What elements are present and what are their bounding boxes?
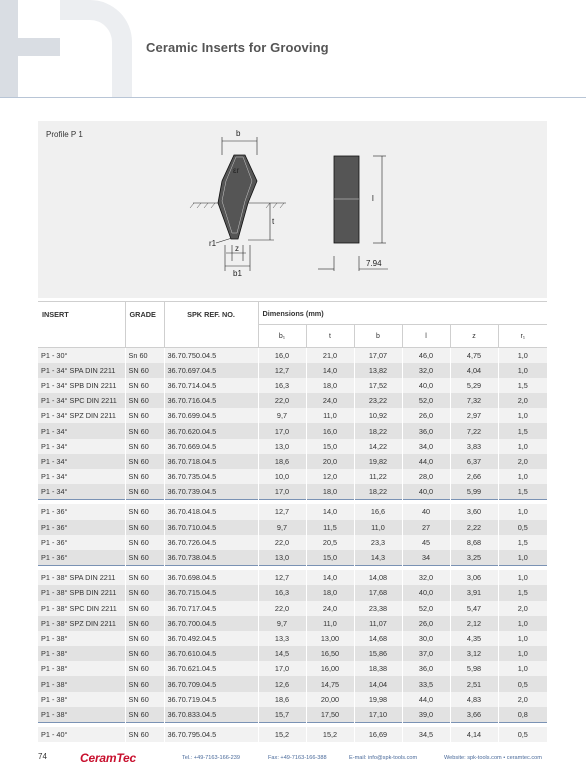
cell-r1: 1,0 <box>498 550 547 565</box>
table-row <box>38 504 547 519</box>
cell-grade: SN 60 <box>125 727 164 742</box>
cell-z: 3,60 <box>450 504 498 519</box>
cell-insert: P1 - 38° <box>38 631 125 646</box>
cell-z: 4,14 <box>450 727 498 742</box>
cell-l: 33,5 <box>402 676 450 691</box>
cell-ref: 36.70.709.04.5 <box>164 676 258 691</box>
cell-l: 52,0 <box>402 393 450 408</box>
column-header-l: l <box>402 325 450 348</box>
cell-b: 14,04 <box>354 676 402 691</box>
cell-ref: 36.70.738.04.5 <box>164 550 258 565</box>
cell-b1: 12,7 <box>258 363 306 378</box>
table-row <box>38 661 547 676</box>
cell-insert: P1 - 34° <box>38 439 125 454</box>
cell-z: 4,35 <box>450 631 498 646</box>
cell-z: 4,83 <box>450 692 498 707</box>
cell-grade: SN 60 <box>125 616 164 631</box>
cell-l: 26,0 <box>402 616 450 631</box>
cell-b1: 12,7 <box>258 570 306 585</box>
cell-z: 2,12 <box>450 616 498 631</box>
table-row <box>38 692 547 707</box>
cell-l: 44,0 <box>402 454 450 469</box>
cell-z: 8,68 <box>450 535 498 550</box>
table-row <box>38 707 547 722</box>
table-row <box>38 439 547 454</box>
cell-t: 15,0 <box>306 550 354 565</box>
table-row <box>38 570 547 585</box>
column-header-grade: GRADE <box>125 302 164 348</box>
cell-l: 44,0 <box>402 692 450 707</box>
cell-b1: 17,0 <box>258 661 306 676</box>
cell-grade: SN 60 <box>125 535 164 550</box>
cell-t: 14,0 <box>306 363 354 378</box>
cell-z: 4,04 <box>450 363 498 378</box>
table-body <box>38 348 547 743</box>
cell-ref: 36.70.697.04.5 <box>164 363 258 378</box>
cell-z: 2,51 <box>450 676 498 691</box>
cell-t: 11,5 <box>306 520 354 535</box>
cell-grade: SN 60 <box>125 378 164 393</box>
cell-b: 23,22 <box>354 393 402 408</box>
table-row <box>38 616 547 631</box>
cell-b: 15,86 <box>354 646 402 661</box>
cell-r1: 1,0 <box>498 631 547 646</box>
cell-b1: 10,0 <box>258 469 306 484</box>
cell-b1: 22,0 <box>258 601 306 616</box>
cell-insert: P1 - 38° <box>38 707 125 722</box>
cell-insert: P1 - 34° <box>38 423 125 438</box>
cell-insert: P1 - 36° <box>38 535 125 550</box>
cell-b: 11,0 <box>354 520 402 535</box>
cell-insert: P1 - 34° SPC DIN 2211 <box>38 393 125 408</box>
cell-insert: P1 - 34° SPZ DIN 2211 <box>38 408 125 423</box>
cell-t: 15,0 <box>306 439 354 454</box>
cell-z: 2,66 <box>450 469 498 484</box>
cell-b1: 9,7 <box>258 520 306 535</box>
table-row <box>38 454 547 469</box>
cell-insert: P1 - 34° <box>38 469 125 484</box>
label-b1: b1 <box>233 269 242 278</box>
cell-r1: 2,0 <box>498 454 547 469</box>
cell-t: 13,00 <box>306 631 354 646</box>
cell-b: 17,07 <box>354 348 402 363</box>
cell-insert: P1 - 36° <box>38 504 125 519</box>
column-header-r1: r₁ <box>498 325 547 348</box>
label-b: b <box>236 129 241 138</box>
column-header-z: z <box>450 325 498 348</box>
cell-ref: 36.70.716.04.5 <box>164 393 258 408</box>
page-title: Ceramic Inserts for Grooving <box>146 40 329 55</box>
cell-ref: 36.70.719.04.5 <box>164 692 258 707</box>
cell-l: 30,0 <box>402 631 450 646</box>
cell-z: 5,99 <box>450 484 498 499</box>
cell-t: 24,0 <box>306 601 354 616</box>
cell-b1: 9,7 <box>258 408 306 423</box>
cell-t: 20,5 <box>306 535 354 550</box>
cell-ref: 36.70.620.04.5 <box>164 423 258 438</box>
cell-ref: 36.70.726.04.5 <box>164 535 258 550</box>
cell-grade: SN 60 <box>125 631 164 646</box>
cell-t: 16,00 <box>306 661 354 676</box>
cell-z: 3,06 <box>450 570 498 585</box>
cell-b: 16,6 <box>354 504 402 519</box>
cell-r1: 2,0 <box>498 393 547 408</box>
cell-r1: 1,5 <box>498 378 547 393</box>
cell-r1: 0,8 <box>498 707 547 722</box>
cell-grade: SN 60 <box>125 661 164 676</box>
cell-t: 14,0 <box>306 504 354 519</box>
table-row <box>38 408 547 423</box>
cell-t: 18,0 <box>306 378 354 393</box>
cell-grade: SN 60 <box>125 504 164 519</box>
cell-r1: 1,5 <box>498 484 547 499</box>
cell-ref: 36.70.795.04.5 <box>164 727 258 742</box>
cell-b1: 16,3 <box>258 585 306 600</box>
cell-l: 39,0 <box>402 707 450 722</box>
cell-t: 12,0 <box>306 469 354 484</box>
cell-ref: 36.70.714.04.5 <box>164 378 258 393</box>
cell-b: 11,07 <box>354 616 402 631</box>
cell-grade: SN 60 <box>125 439 164 454</box>
cell-ref: 36.70.735.04.5 <box>164 469 258 484</box>
cell-ref: 36.70.698.04.5 <box>164 570 258 585</box>
column-header-t: t <box>306 325 354 348</box>
cell-grade: SN 60 <box>125 408 164 423</box>
cell-grade: SN 60 <box>125 601 164 616</box>
cell-z: 3,25 <box>450 550 498 565</box>
cell-b1: 22,0 <box>258 535 306 550</box>
cell-r1: 1,0 <box>498 616 547 631</box>
cell-z: 7,32 <box>450 393 498 408</box>
cell-grade: SN 60 <box>125 676 164 691</box>
corner-logo-mark <box>0 0 140 98</box>
cell-ref: 36.70.750.04.5 <box>164 348 258 363</box>
table-row <box>38 646 547 661</box>
cell-b: 19,82 <box>354 454 402 469</box>
inserts-table <box>38 301 547 742</box>
cell-insert: P1 - 36° <box>38 550 125 565</box>
cell-insert: P1 - 38° <box>38 692 125 707</box>
cell-ref: 36.70.610.04.5 <box>164 646 258 661</box>
cell-grade: SN 60 <box>125 363 164 378</box>
cell-l: 32,0 <box>402 363 450 378</box>
cell-t: 18,0 <box>306 585 354 600</box>
cell-l: 40,0 <box>402 378 450 393</box>
cell-b: 17,52 <box>354 378 402 393</box>
table-row <box>38 585 547 600</box>
cell-b: 14,08 <box>354 570 402 585</box>
cell-grade: SN 60 <box>125 707 164 722</box>
cell-z: 4,75 <box>450 348 498 363</box>
column-header-insert: INSERT <box>38 302 125 348</box>
cell-insert: P1 - 38° SPZ DIN 2211 <box>38 616 125 631</box>
footer-email[interactable]: E-mail: info@spk-tools.com <box>349 755 418 761</box>
cell-r1: 1,5 <box>498 585 547 600</box>
cell-z: 3,12 <box>450 646 498 661</box>
header-divider <box>0 97 586 98</box>
table-row <box>38 550 547 565</box>
cell-r1: 1,0 <box>498 570 547 585</box>
footer-phone: Tel.: +49-7163-166-239 <box>182 755 240 761</box>
footer-fax: Fax: +49-7163-166-388 <box>268 755 327 761</box>
cell-b: 13,82 <box>354 363 402 378</box>
cell-l: 52,0 <box>402 601 450 616</box>
table-row <box>38 423 547 438</box>
cell-t: 14,0 <box>306 570 354 585</box>
cell-l: 40 <box>402 504 450 519</box>
footer-website[interactable]: Website: spk-tools.com • ceramtec.com <box>444 755 542 761</box>
cell-r1: 1,5 <box>498 535 547 550</box>
cell-z: 2,22 <box>450 520 498 535</box>
brand-logo: CeramTec <box>80 751 136 765</box>
cell-b: 18,38 <box>354 661 402 676</box>
cell-b: 14,22 <box>354 439 402 454</box>
cell-b: 19,98 <box>354 692 402 707</box>
cell-r1: 0,5 <box>498 520 547 535</box>
cell-t: 20,0 <box>306 454 354 469</box>
cell-t: 11,0 <box>306 616 354 631</box>
cell-grade: SN 60 <box>125 550 164 565</box>
cell-b1: 16,3 <box>258 378 306 393</box>
cell-insert: P1 - 40° <box>38 727 125 742</box>
cell-l: 34 <box>402 550 450 565</box>
cell-r1: 2,0 <box>498 601 547 616</box>
cell-insert: P1 - 36° <box>38 520 125 535</box>
cell-grade: SN 60 <box>125 484 164 499</box>
cell-r1: 1,0 <box>498 469 547 484</box>
cell-insert: P1 - 38° <box>38 661 125 676</box>
cell-r1: 1,0 <box>498 646 547 661</box>
cell-z: 3,66 <box>450 707 498 722</box>
cell-r1: 0,5 <box>498 676 547 691</box>
cell-l: 36,0 <box>402 423 450 438</box>
cell-l: 34,5 <box>402 727 450 742</box>
cell-l: 26,0 <box>402 408 450 423</box>
cell-grade: SN 60 <box>125 520 164 535</box>
cell-ref: 36.70.739.04.5 <box>164 484 258 499</box>
cell-l: 36,0 <box>402 661 450 676</box>
cell-grade: SN 60 <box>125 692 164 707</box>
cell-t: 14,75 <box>306 676 354 691</box>
cell-grade: SN 60 <box>125 393 164 408</box>
cell-ref: 36.70.717.04.5 <box>164 601 258 616</box>
cell-t: 24,0 <box>306 393 354 408</box>
cell-ref: 36.70.710.04.5 <box>164 520 258 535</box>
cell-ref: 36.70.492.04.5 <box>164 631 258 646</box>
cell-b: 23,3 <box>354 535 402 550</box>
cell-r1: 1,0 <box>498 439 547 454</box>
cell-t: 20,00 <box>306 692 354 707</box>
cell-insert: P1 - 30° <box>38 348 125 363</box>
cell-insert: P1 - 38° <box>38 646 125 661</box>
cell-insert: P1 - 34° <box>38 454 125 469</box>
label-l: l <box>372 194 374 203</box>
cell-z: 6,37 <box>450 454 498 469</box>
cell-insert: P1 - 34° SPB DIN 2211 <box>38 378 125 393</box>
table-row <box>38 484 547 499</box>
cell-z: 7,22 <box>450 423 498 438</box>
table-row <box>38 601 547 616</box>
cell-b1: 22,0 <box>258 393 306 408</box>
cell-b: 14,68 <box>354 631 402 646</box>
label-epsilon: εr <box>233 166 240 175</box>
cell-r1: 1,0 <box>498 504 547 519</box>
label-thickness: 7.94 <box>366 259 382 268</box>
cell-ref: 36.70.621.04.5 <box>164 661 258 676</box>
cell-ref: 36.70.718.04.5 <box>164 454 258 469</box>
cell-l: 32,0 <box>402 570 450 585</box>
cell-l: 27 <box>402 520 450 535</box>
table-row <box>38 348 547 363</box>
cell-b: 17,68 <box>354 585 402 600</box>
cell-b: 23,38 <box>354 601 402 616</box>
cell-r1: 1,5 <box>498 423 547 438</box>
label-r1: r1 <box>209 239 217 248</box>
cell-b1: 12,7 <box>258 504 306 519</box>
cell-z: 2,97 <box>450 408 498 423</box>
cell-b: 17,10 <box>354 707 402 722</box>
cell-l: 28,0 <box>402 469 450 484</box>
cell-ref: 36.70.699.04.5 <box>164 408 258 423</box>
column-header-b1: b₁ <box>258 325 306 348</box>
cell-z: 3,83 <box>450 439 498 454</box>
cell-t: 15,2 <box>306 727 354 742</box>
cell-ref: 36.70.418.04.5 <box>164 504 258 519</box>
column-header-dimensions: Dimensions (mm) <box>258 302 547 325</box>
cell-grade: Sn 60 <box>125 348 164 363</box>
cell-insert: P1 - 38° SPA DIN 2211 <box>38 570 125 585</box>
cell-t: 17,50 <box>306 707 354 722</box>
cell-grade: SN 60 <box>125 570 164 585</box>
cell-b1: 14,5 <box>258 646 306 661</box>
cell-t: 18,0 <box>306 484 354 499</box>
label-t: t <box>272 217 275 226</box>
cell-grade: SN 60 <box>125 454 164 469</box>
table-row <box>38 676 547 691</box>
cell-b: 18,22 <box>354 484 402 499</box>
cell-l: 46,0 <box>402 348 450 363</box>
cell-r1: 1,0 <box>498 348 547 363</box>
cell-ref: 36.70.833.04.5 <box>164 707 258 722</box>
cell-ref: 36.70.715.04.5 <box>164 585 258 600</box>
cell-b: 11,22 <box>354 469 402 484</box>
cell-t: 16,50 <box>306 646 354 661</box>
cell-r1: 1,0 <box>498 408 547 423</box>
cell-b: 14,3 <box>354 550 402 565</box>
cell-insert: P1 - 34° <box>38 484 125 499</box>
cell-t: 16,0 <box>306 423 354 438</box>
table-row <box>38 469 547 484</box>
cell-b1: 15,2 <box>258 727 306 742</box>
inserts-table-container <box>38 301 547 742</box>
cell-r1: 2,0 <box>498 692 547 707</box>
cell-l: 40,0 <box>402 484 450 499</box>
column-header-ref: SPK REF. NO. <box>164 302 258 348</box>
cell-b1: 13,0 <box>258 550 306 565</box>
profile-drawing-panel <box>38 121 547 298</box>
cell-l: 45 <box>402 535 450 550</box>
cell-b1: 12,6 <box>258 676 306 691</box>
cell-b1: 17,0 <box>258 484 306 499</box>
cell-insert: P1 - 34° SPA DIN 2211 <box>38 363 125 378</box>
cell-b1: 18,6 <box>258 454 306 469</box>
insert-profile-drawing <box>38 121 547 298</box>
profile-label: Profile P 1 <box>46 130 83 139</box>
cell-t: 11,0 <box>306 408 354 423</box>
cell-b1: 17,0 <box>258 423 306 438</box>
cell-insert: P1 - 38° <box>38 676 125 691</box>
table-row <box>38 535 547 550</box>
cell-z: 3,91 <box>450 585 498 600</box>
cell-b1: 9,7 <box>258 616 306 631</box>
cell-t: 21,0 <box>306 348 354 363</box>
cell-grade: SN 60 <box>125 646 164 661</box>
cell-b: 10,92 <box>354 408 402 423</box>
page-number: 74 <box>38 752 47 761</box>
table-row <box>38 727 547 742</box>
cell-ref: 36.70.700.04.5 <box>164 616 258 631</box>
cell-r1: 1,0 <box>498 363 547 378</box>
table-row <box>38 363 547 378</box>
cell-r1: 1,0 <box>498 661 547 676</box>
cell-z: 5,98 <box>450 661 498 676</box>
cell-b: 16,69 <box>354 727 402 742</box>
cell-insert: P1 - 38° SPC DIN 2211 <box>38 601 125 616</box>
cell-grade: SN 60 <box>125 585 164 600</box>
cell-z: 5,47 <box>450 601 498 616</box>
cell-insert: P1 - 38° SPB DIN 2211 <box>38 585 125 600</box>
cell-b1: 16,0 <box>258 348 306 363</box>
table-row <box>38 631 547 646</box>
cell-r1: 0,5 <box>498 727 547 742</box>
cell-b1: 13,3 <box>258 631 306 646</box>
cell-grade: SN 60 <box>125 469 164 484</box>
page-footer <box>38 751 547 765</box>
cell-z: 5,29 <box>450 378 498 393</box>
cell-b1: 13,0 <box>258 439 306 454</box>
cell-b1: 15,7 <box>258 707 306 722</box>
cell-l: 37,0 <box>402 646 450 661</box>
table-row <box>38 520 547 535</box>
table-row <box>38 393 547 408</box>
cell-l: 40,0 <box>402 585 450 600</box>
cell-ref: 36.70.669.04.5 <box>164 439 258 454</box>
cell-b: 18,22 <box>354 423 402 438</box>
cell-b1: 18,6 <box>258 692 306 707</box>
label-z: z <box>235 244 239 253</box>
cell-l: 34,0 <box>402 439 450 454</box>
cell-grade: SN 60 <box>125 423 164 438</box>
table-row <box>38 378 547 393</box>
column-header-b: b <box>354 325 402 348</box>
